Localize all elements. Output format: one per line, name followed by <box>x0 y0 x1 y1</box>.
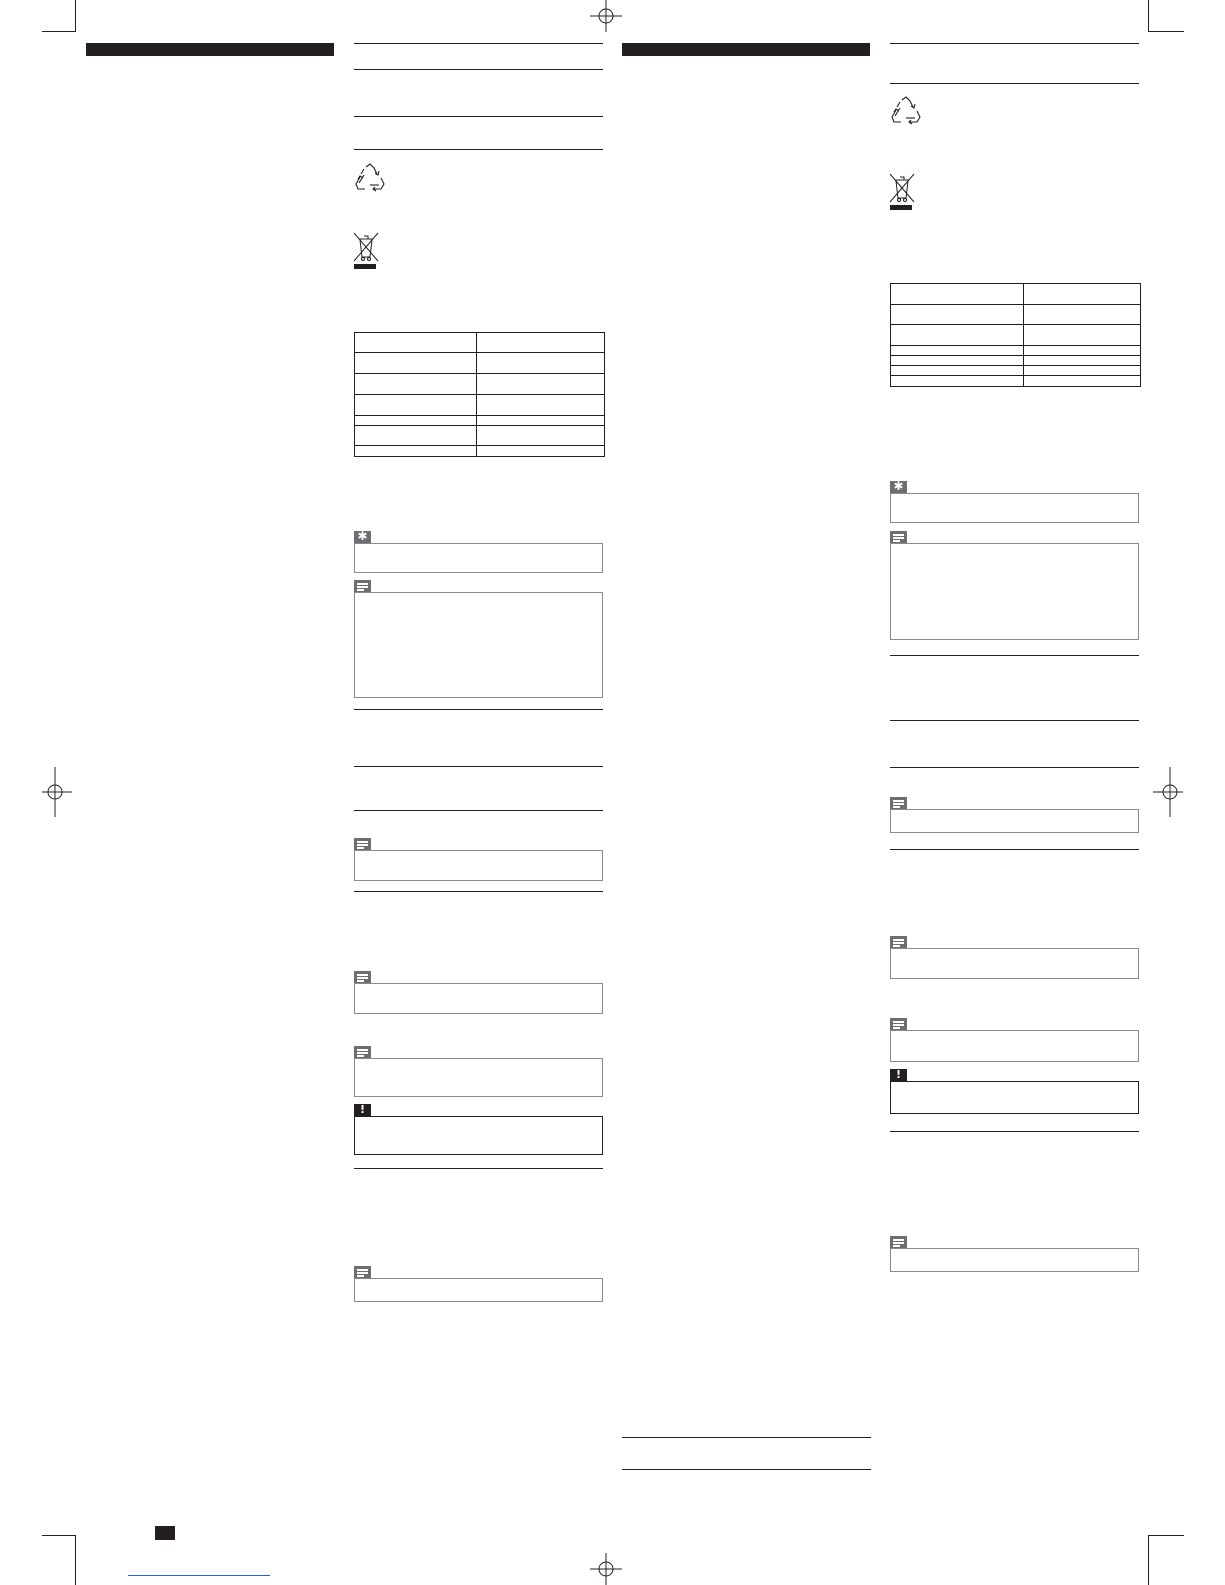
tip-box <box>354 543 603 573</box>
section-rule <box>622 1437 871 1438</box>
note-box <box>890 1030 1139 1062</box>
table-row <box>355 446 605 457</box>
table-cell <box>1024 284 1141 305</box>
table-row <box>891 356 1141 366</box>
table-cell <box>1024 376 1141 387</box>
note-box <box>354 850 603 881</box>
note-box <box>354 1278 603 1302</box>
caution-tag <box>890 1069 907 1081</box>
table-cell <box>355 374 477 395</box>
table-cell <box>891 305 1024 325</box>
section-rule <box>890 767 1139 768</box>
section-rule <box>890 655 1139 656</box>
specification-table <box>354 332 605 457</box>
caution-box <box>890 1081 1139 1114</box>
section-rule <box>354 1168 603 1169</box>
table-row <box>891 325 1141 346</box>
table-cell <box>891 376 1024 387</box>
registration-mark-right <box>1153 767 1187 817</box>
note-tag <box>890 1018 907 1030</box>
page-number-box <box>155 1526 175 1540</box>
note-tag <box>354 580 371 592</box>
table-cell <box>891 346 1024 356</box>
table-cell <box>355 416 477 426</box>
caution-box <box>354 1116 603 1155</box>
note-tag <box>354 838 371 850</box>
section-rule <box>890 43 1139 44</box>
note-box <box>890 948 1139 979</box>
note-box <box>354 592 603 698</box>
crossed-out-bin-icon <box>887 171 917 211</box>
table-cell <box>477 426 605 446</box>
recycle-icon <box>890 96 922 126</box>
table-cell <box>355 426 477 446</box>
section-rule <box>354 149 603 150</box>
table-cell <box>891 325 1024 346</box>
note-tag <box>890 531 907 543</box>
note-tag <box>890 797 907 809</box>
section-rule <box>354 891 603 892</box>
registration-mark-left <box>38 767 72 817</box>
table-cell <box>355 395 477 416</box>
section-rule <box>890 83 1139 84</box>
note-tag <box>354 971 371 983</box>
table-cell <box>355 353 477 374</box>
note-box <box>890 809 1139 833</box>
note-box <box>354 983 603 1014</box>
table-row <box>891 376 1141 387</box>
table-cell <box>355 333 477 353</box>
note-tag <box>890 1236 907 1248</box>
table-row <box>355 395 605 416</box>
section-rule <box>354 766 603 767</box>
section-header-bar-left <box>86 43 334 56</box>
section-header-bar-right <box>622 43 870 56</box>
table-cell <box>355 446 477 457</box>
tip-box <box>890 493 1139 523</box>
tip-tag <box>354 531 371 543</box>
section-rule <box>354 116 603 117</box>
section-rule <box>890 720 1139 721</box>
table-cell <box>1024 346 1141 356</box>
section-rule <box>354 43 603 44</box>
note-tag <box>354 1266 371 1278</box>
table-cell <box>477 333 605 353</box>
asterisk-icon: ✱ <box>893 479 904 493</box>
recycle-icon <box>354 163 386 193</box>
table-cell <box>477 353 605 374</box>
table-row <box>355 416 605 426</box>
tip-tag <box>890 481 907 493</box>
note-box <box>354 1058 603 1097</box>
table-cell <box>891 284 1024 305</box>
section-rule <box>890 849 1139 850</box>
table-row <box>891 284 1141 305</box>
exclamation-icon: ! <box>359 1103 366 1116</box>
section-rule <box>354 709 603 710</box>
table-row <box>355 374 605 395</box>
crossed-out-bin-icon <box>351 230 381 270</box>
table-cell <box>1024 356 1141 366</box>
section-rule <box>622 1469 871 1470</box>
table-cell <box>477 446 605 457</box>
table-row <box>355 353 605 374</box>
asterisk-icon: ✱ <box>357 529 368 543</box>
table-cell <box>1024 325 1141 346</box>
section-rule <box>354 810 603 811</box>
caution-tag <box>354 1104 371 1116</box>
specification-table <box>890 283 1141 387</box>
registration-mark-bottom <box>590 1553 622 1585</box>
table-cell <box>891 356 1024 366</box>
table-cell <box>477 374 605 395</box>
note-box <box>890 543 1139 640</box>
table-cell <box>477 395 605 416</box>
table-row <box>891 346 1141 356</box>
table-cell <box>1024 366 1141 376</box>
note-tag <box>354 1046 371 1058</box>
table-row <box>891 305 1141 325</box>
note-tag <box>890 936 907 948</box>
table-row <box>891 366 1141 376</box>
table-cell <box>477 416 605 426</box>
section-rule <box>890 1131 1139 1132</box>
table-cell <box>891 366 1024 376</box>
table-cell <box>1024 305 1141 325</box>
footer-link-underline[interactable] <box>128 1575 270 1576</box>
table-row <box>355 333 605 353</box>
registration-mark-top <box>590 0 622 32</box>
table-row <box>355 426 605 446</box>
exclamation-icon: ! <box>895 1068 902 1081</box>
note-box <box>890 1248 1139 1272</box>
section-rule <box>354 69 603 70</box>
